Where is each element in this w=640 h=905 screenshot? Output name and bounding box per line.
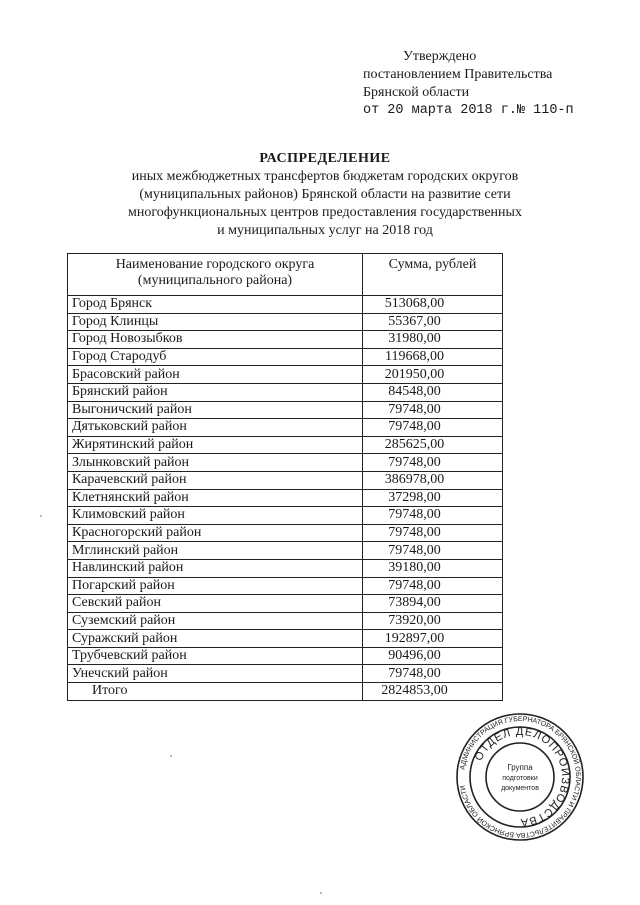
stamp-ring-text: ОТДЕЛ ДЕЛОПРОИЗВОДСТВА xyxy=(472,725,572,829)
district-name-cell: Погарский район xyxy=(68,577,363,595)
amount-cell: 285625,00 xyxy=(363,436,503,454)
heading-line-2: (муниципальных районов) Брянской области на развитие сети xyxy=(139,187,511,202)
district-name-cell: Выгоничский район xyxy=(68,401,363,419)
amount-cell: 73920,00 xyxy=(363,612,503,630)
table-row xyxy=(68,577,503,595)
stamp-center-line-3: документов xyxy=(501,785,539,792)
heading-line-4: и муниципальных услуг на 2018 год xyxy=(217,223,433,238)
approval-title: Утверждено xyxy=(403,49,477,64)
document-heading xyxy=(60,150,590,240)
amount-cell: 201950,00 xyxy=(363,366,503,384)
district-name-cell: Дятьковский район xyxy=(68,419,363,437)
district-name-cell: Навлинский район xyxy=(68,559,363,577)
district-name-cell: Город Стародуб xyxy=(68,348,363,366)
table-row xyxy=(68,366,503,384)
column-header-name xyxy=(68,254,363,296)
district-name-cell: Трубчевский район xyxy=(68,647,363,665)
table-row xyxy=(68,471,503,489)
district-name-cell: Мглинский район xyxy=(68,542,363,560)
table-row xyxy=(68,489,503,507)
table-header-row xyxy=(68,254,503,296)
scan-speck xyxy=(320,892,322,894)
district-name-cell: Город Брянск xyxy=(68,296,363,314)
approval-block xyxy=(363,48,574,120)
amount-cell: 513068,00 xyxy=(363,296,503,314)
district-name-cell: Севский район xyxy=(68,595,363,613)
amount-cell: 39180,00 xyxy=(363,559,503,577)
amount-cell: 79748,00 xyxy=(363,665,503,683)
heading-line-3: многофункциональных центров предоставления государственных xyxy=(128,205,522,220)
district-name-cell: Климовский район xyxy=(68,507,363,525)
column-header-name-line-2: (муниципального района) xyxy=(137,273,293,288)
amount-cell: 386978,00 xyxy=(363,471,503,489)
table-row xyxy=(68,419,503,437)
table-row xyxy=(68,454,503,472)
amount-cell: 79748,00 xyxy=(363,524,503,542)
amount-cell: 73894,00 xyxy=(363,595,503,613)
district-name-cell: Брянский район xyxy=(68,383,363,401)
amount-cell: 79748,00 xyxy=(363,401,503,419)
column-header-name-line-1: Наименование городского округа xyxy=(115,257,315,272)
table-body xyxy=(68,296,503,683)
table-row xyxy=(68,559,503,577)
official-stamp xyxy=(455,712,585,842)
district-name-cell: Карачевский район xyxy=(68,471,363,489)
district-name-cell: Унечский район xyxy=(68,665,363,683)
table-row xyxy=(68,647,503,665)
amount-cell: 84548,00 xyxy=(363,383,503,401)
approval-date: от 20 марта 2018 г.№ 110-п xyxy=(363,103,574,118)
amount-cell: 79748,00 xyxy=(363,419,503,437)
district-name-cell: Жирятинский район xyxy=(68,436,363,454)
table-row xyxy=(68,313,503,331)
district-name-cell: Злынковский район xyxy=(68,454,363,472)
total-row xyxy=(68,683,503,701)
scan-speck xyxy=(40,515,42,517)
amount-cell: 37298,00 xyxy=(363,489,503,507)
stamp-outer-text: АДМИНИСТРАЦИЯ ГУБЕРНАТОРА БРЯНСКОЙ ОБЛАСТИ И ПРАВИТЕЛЬСТВА БРЯНСКОЙ ОБЛАСТИ xyxy=(459,715,582,839)
district-name-cell: Клетнянский район xyxy=(68,489,363,507)
table-row xyxy=(68,383,503,401)
table-row xyxy=(68,665,503,683)
table-row xyxy=(68,348,503,366)
district-name-cell: Суражский район xyxy=(68,630,363,648)
table-row xyxy=(68,296,503,314)
approval-line-1: постановлением Правительства xyxy=(363,67,553,82)
amount-cell: 90496,00 xyxy=(363,647,503,665)
table-row xyxy=(68,612,503,630)
table-row xyxy=(68,331,503,349)
approval-line-2: Брянской области xyxy=(363,85,470,100)
column-header-sum: Сумма, рублей xyxy=(363,254,503,296)
total-label: Итого xyxy=(68,683,363,701)
amount-cell: 79748,00 xyxy=(363,542,503,560)
amount-cell: 31980,00 xyxy=(363,331,503,349)
stamp-center-line-2: подготовки xyxy=(502,775,538,782)
table-row xyxy=(68,524,503,542)
table-row xyxy=(68,436,503,454)
amount-cell: 79748,00 xyxy=(363,507,503,525)
amount-cell: 79748,00 xyxy=(363,454,503,472)
district-name-cell: Красногорский район xyxy=(68,524,363,542)
amount-cell: 119668,00 xyxy=(363,348,503,366)
document-title: РАСПРЕДЕЛЕНИЕ xyxy=(259,151,391,166)
stamp-center-line-1: Группа xyxy=(507,763,533,772)
scan-speck xyxy=(170,755,172,757)
district-name-cell: Суземский район xyxy=(68,612,363,630)
district-name-cell: Город Клинцы xyxy=(68,313,363,331)
table-row xyxy=(68,507,503,525)
distribution-table xyxy=(67,253,503,701)
district-name-cell: Город Новозыбков xyxy=(68,331,363,349)
amount-cell: 55367,00 xyxy=(363,313,503,331)
amount-cell: 192897,00 xyxy=(363,630,503,648)
table-row xyxy=(68,630,503,648)
table-row xyxy=(68,542,503,560)
total-sum: 2824853,00 xyxy=(363,683,503,701)
district-name-cell: Брасовский район xyxy=(68,366,363,384)
table-row xyxy=(68,401,503,419)
amount-cell: 79748,00 xyxy=(363,577,503,595)
heading-line-1: иных межбюджетных трансфертов бюджетам городских округов xyxy=(131,169,519,184)
table-row xyxy=(68,595,503,613)
